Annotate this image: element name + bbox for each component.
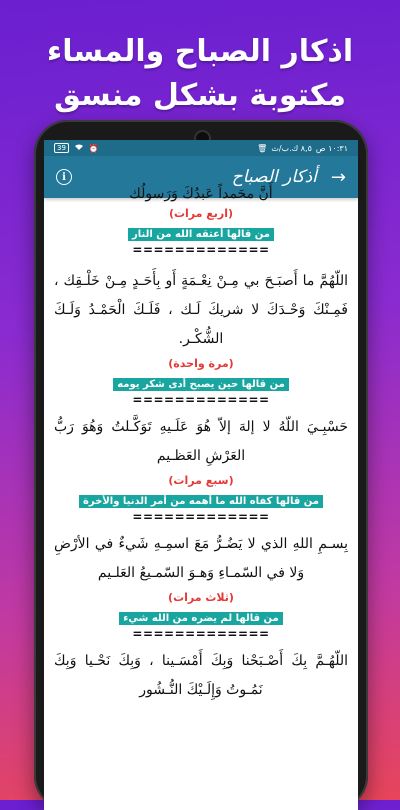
azkar-list[interactable] <box>44 186 358 810</box>
reward-badge: من قالها حين يصبح أدى شكر يومه <box>113 378 289 391</box>
azkar-entry <box>54 647 348 705</box>
page-title: أذكار الصباح <box>231 167 317 187</box>
phone-frame <box>34 120 368 810</box>
repeat-count: (سبع مرات) <box>168 474 234 487</box>
status-time: ١٠:٣١ ص <box>315 143 348 153</box>
info-icon[interactable]: i <box>56 169 72 185</box>
app-screen <box>44 140 358 810</box>
separator: ============= <box>132 627 270 641</box>
azkar-entry <box>54 413 348 524</box>
trash-icon: 🗑 <box>257 143 268 153</box>
promo-line-2: مكتوبة بشكل منسق <box>54 78 346 113</box>
azkar-entry <box>54 267 348 407</box>
network-speed: ٨,٥ ك.ب/ث <box>271 143 312 153</box>
separator: ============= <box>132 510 270 524</box>
dua-text: أَنَّ محَمداً عَبدُكَ وَرَسولُك <box>129 186 273 202</box>
repeat-count: (مرة واحدة) <box>168 357 234 370</box>
promo-header <box>0 30 400 118</box>
dua-text: بِسـمِ اللهِ الذي لا يَضُـرُّ مَعَ اسمِـهِ شَيءٌ في الأرْضِ وَلا في السّمـاءِ وَهـوَ السّمـيعُ العَلـيم <box>54 536 348 581</box>
reward-badge: من قالها لم يضره من الله شيء <box>119 612 282 625</box>
azkar-entry <box>54 530 348 641</box>
dua-text: اللّهُـمَّ بِكَ أَصْـبَحْنا وَبِكَ أَمْسَـينا ، وَبِكَ نَحْـيا وَبِكَ نَمُـوتُ وَإِلَـيْكَ النُّـشُور <box>54 653 348 698</box>
azkar-entry <box>54 184 348 257</box>
status-bar <box>44 140 358 156</box>
alarm-icon: ⏰ <box>88 143 99 153</box>
wifi-icon <box>74 143 84 153</box>
repeat-count: (اربع مرات) <box>168 207 234 220</box>
battery-icon: 39 <box>54 143 69 153</box>
dua-text: حَسْبِـيَ اللّهُ لا إلهَ إلاّ هُوَ عَلَـيهِ تَوَكَّـلتُ وَهُوَ رَبُّ العَرْشِ العَظـيم <box>54 419 348 464</box>
arrow-right-icon[interactable]: → <box>330 166 346 188</box>
separator: ============= <box>132 243 270 257</box>
dua-text: اللّهُمَّ ما أَصبَـحَ بي مِـنْ نِعْـمَةٍ أَو بِأَحَـدٍ مِـنْ خَلْـقِك ، فَمِـنْكَ وَحْـدَكَ لا شريكَ لَـك ، فَلَـكَ الْحَمْـدُ وَلَـكَ الشُّكْـر. <box>54 273 348 347</box>
repeat-count: (ثلاث مرات) <box>168 591 234 604</box>
reward-badge: من قالها أعتقه الله من النار <box>128 228 274 241</box>
separator: ============= <box>132 393 270 407</box>
reward-badge: من قالها كفاه الله ما أهمه من أمر الدنيا والأخرة <box>79 495 323 508</box>
promo-line-1: اذكار الصباح والمساء <box>46 34 354 69</box>
